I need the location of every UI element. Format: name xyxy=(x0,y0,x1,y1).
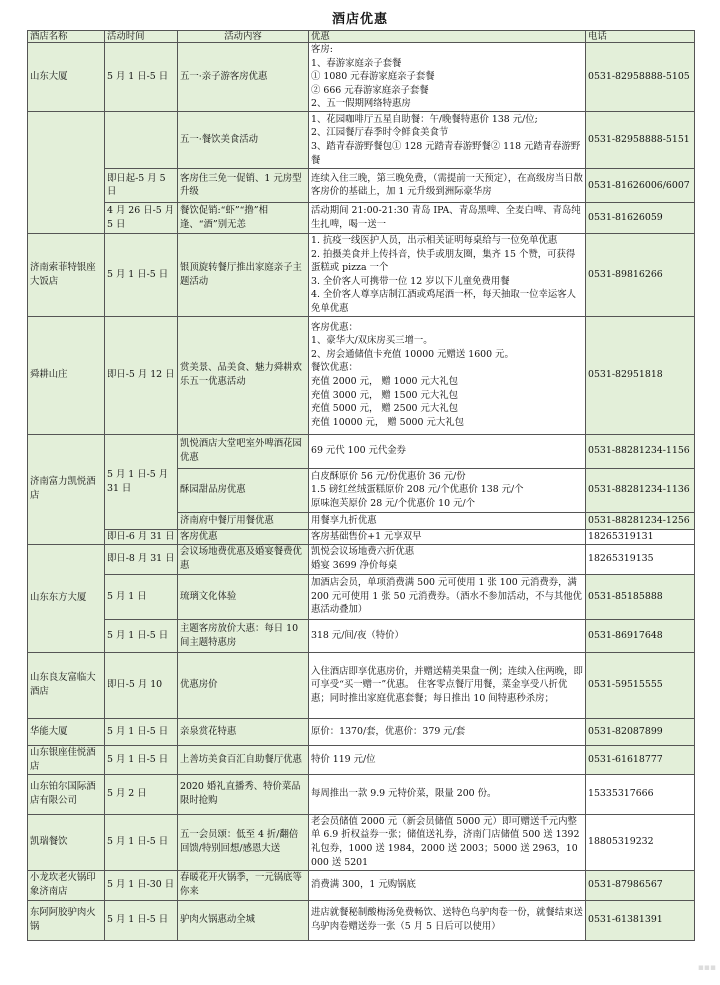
cell-activity-content: 优惠房价 xyxy=(178,652,309,718)
header-discount: 优惠 xyxy=(309,31,586,43)
cell-activity-time: 5 月 1 日-30 日 xyxy=(105,870,178,900)
cell-activity-content: 赏美景、品美食、魅力舜耕欢乐五一优惠活动 xyxy=(178,316,309,434)
cell-discount: 原价：1370/套，优惠价：379 元/套 xyxy=(309,718,586,745)
cell-discount: 特价 119 元/位 xyxy=(309,745,586,774)
cell-phone: 0531-87986567 xyxy=(586,870,695,900)
cell-phone: 18265319131 xyxy=(586,529,695,544)
header-phone: 电话 xyxy=(586,31,695,43)
table-row xyxy=(28,168,695,202)
cell-hotel-name: 凯瑞餐饮 xyxy=(28,814,105,870)
cell-phone: 0531-88281234-1156 xyxy=(586,434,695,468)
cell-discount: 318 元/间/夜（特价） xyxy=(309,619,586,652)
cell-activity-content: 银顶旋转餐厅推出家庭亲子主题活动 xyxy=(178,233,309,316)
cell-activity-time xyxy=(105,111,178,168)
cell-activity-content: 凯悦酒店大堂吧室外啤酒花园优惠 xyxy=(178,434,309,468)
cell-hotel-name: 山东良友富临大酒店 xyxy=(28,652,105,718)
header-hotel-name: 酒店名称 xyxy=(28,31,105,43)
header-activity-time: 活动时间 xyxy=(105,31,178,43)
cell-activity-content: 驴肉火锅惠动全城 xyxy=(178,900,309,940)
cell-activity-content: 五一·餐饮美食活动 xyxy=(178,111,309,168)
cell-phone: 0531-82087899 xyxy=(586,718,695,745)
table-row xyxy=(28,544,695,574)
cell-discount: 69 元代 100 元代金券 xyxy=(309,434,586,468)
table-row xyxy=(28,718,695,745)
cell-phone: 0531-61381391 xyxy=(586,900,695,940)
cell-activity-time: 即日-8 月 31 日 xyxy=(105,544,178,574)
cell-activity-time: 即日-5 月 12 日 xyxy=(105,316,178,434)
header-activity-content: 活动内容 xyxy=(178,31,309,43)
cell-hotel-name xyxy=(28,111,105,233)
cell-hotel-name: 小龙坎老火锅印象济南店 xyxy=(28,870,105,900)
cell-hotel-name: 山东银座佳悦酒店 xyxy=(28,745,105,774)
table-row xyxy=(28,434,695,468)
cell-activity-time: 5 月 1 日-5 日 xyxy=(105,745,178,774)
table-row xyxy=(28,43,695,112)
cell-phone: 0531-88281234-1256 xyxy=(586,512,695,529)
cell-discount: 客房: 1、春游家庭亲子套餐 ① 1080 元春游家庭亲子套餐 ② 666 元春游家庭亲子套餐 2、五一假期网络特惠房 xyxy=(309,43,586,112)
cell-activity-time: 即日起-5 月 5 日 xyxy=(105,168,178,202)
cell-phone: 0531-81626006/6007 xyxy=(586,168,695,202)
cell-hotel-name: 济南富力凯悦酒店 xyxy=(28,434,105,544)
cell-phone: 0531-81626059 xyxy=(586,202,695,233)
cell-discount: 凯悦会议场地费六折优惠 婚宴 3699 净价每桌 xyxy=(309,544,586,574)
cell-activity-content: 会议场地费优惠及婚宴餐费优惠 xyxy=(178,544,309,574)
cell-discount: 活动期间 21:00-21:30 青岛 IPA、青岛黑啤、全麦白啤、青岛纯生扎啤，喝一送一 xyxy=(309,202,586,233)
cell-activity-content: 主题客房放价大惠：每日 10 间主题特惠房 xyxy=(178,619,309,652)
cell-hotel-name: 舜耕山庄 xyxy=(28,316,105,434)
table-row xyxy=(28,574,695,619)
cell-activity-time: 5 月 1 日-5 日 xyxy=(105,718,178,745)
cell-discount: 消费满 300，1 元购锅底 xyxy=(309,870,586,900)
cell-discount: 入住酒店即享优惠房价，并赠送精美果盘一例；连续入住两晚，即可享受“买一赠一”优惠。 住客零点餐厅用餐，菜金享受八折优惠；同时推出家庭优惠套餐；每日推出 10 间特惠秒杀房； xyxy=(309,652,586,718)
cell-discount: 每周推出一款 9.9 元特价菜，限量 200 份。 xyxy=(309,774,586,814)
table-row xyxy=(28,774,695,814)
cell-phone: 0531-89816266 xyxy=(586,233,695,316)
cell-hotel-name: 济南索菲特银座大饭店 xyxy=(28,233,105,316)
cell-activity-time: 5 月 1 日 xyxy=(105,574,178,619)
cell-activity-time: 5 月 1 日-5 日 xyxy=(105,233,178,316)
cell-phone: 0531-85185888 xyxy=(586,574,695,619)
cell-hotel-name: 山东大厦 xyxy=(28,43,105,112)
table-row xyxy=(28,900,695,940)
cell-phone: 0531-61618777 xyxy=(586,745,695,774)
cell-activity-content: 上善坊美食百汇自助餐厅优惠 xyxy=(178,745,309,774)
cell-activity-time: 5 月 1 日-5 日 xyxy=(105,900,178,940)
cell-phone: 0531-82951818 xyxy=(586,316,695,434)
cell-activity-content: 五一·亲子游客房优惠 xyxy=(178,43,309,112)
cell-activity-content: 酥园甜品房优惠 xyxy=(178,468,309,512)
cell-discount: 客房优惠： 1、豪华大/双床房买三增一。 2、房会通储值卡充值 10000 元赠送 1600 元。 餐饮优惠： 充值 2000 元， 赠 1000 元大礼包 充值 3000 元， 赠 1500 元大礼包 充值 5000 元， 赠 2500 元大礼包 充值 10000 元， 赠 5000 元大礼包 xyxy=(309,316,586,434)
hotel-offers-table xyxy=(27,30,695,941)
cell-activity-content: 春暖花开火锅季，一元锅底等你来 xyxy=(178,870,309,900)
cell-discount: 老会员储值 2000 元（新会员储值 5000 元）即可赠送千元内整单 6.9 折权益券一张；储值送礼券，济南门店储值 500 送 1392 礼包券，1000 送 1984，2000 送 2003；5000 送 2963，10000 送 5201 xyxy=(309,814,586,870)
cell-discount: 1. 抗疫一线医护人员，出示相关证明每桌给与一位免单优惠 2. 拍摄美食并上传抖音，快手或朋友圈，集齐 15 个赞，可获得蛋糕或 pizza 一个 3. 全价客人可携带一位 12 岁以下儿童免费用餐 4. 全价客人尊享店制江酒或鸡尾酒一杯，每天抽取一位幸运客人免单优惠 xyxy=(309,233,586,316)
cell-activity-time: 5 月 2 日 xyxy=(105,774,178,814)
cell-activity-time: 4 月 26 日-5 月 5 日 xyxy=(105,202,178,233)
table-row xyxy=(28,814,695,870)
cell-hotel-name: 山东铂尔国际酒店有限公司 xyxy=(28,774,105,814)
table-row xyxy=(28,202,695,233)
table-row xyxy=(28,619,695,652)
cell-discount: 白皮酥原价 56 元/份优惠价 36 元/份 1.5 磅红丝绒蛋糕原价 208 元/个优惠价 138 元/个 原味泡芙原价 28 元/个优惠价 10 元/个 xyxy=(309,468,586,512)
table-row xyxy=(28,745,695,774)
cell-activity-time: 即日-5 月 10 xyxy=(105,652,178,718)
cell-activity-content: 亲泉赏花特惠 xyxy=(178,718,309,745)
watermark: ▪▪▪ xyxy=(697,963,716,973)
cell-activity-time: 5 月 1 日-5 日 xyxy=(105,814,178,870)
table-body xyxy=(28,31,695,941)
cell-hotel-name: 华能大厦 xyxy=(28,718,105,745)
cell-activity-content: 2020 婚礼直播秀、特价菜品限时抢购 xyxy=(178,774,309,814)
cell-activity-content: 五一会员颂：低至 4 折/翻倍回馈/特别回想/感恩大送 xyxy=(178,814,309,870)
table-row xyxy=(28,233,695,316)
table-header-row xyxy=(28,31,695,43)
cell-phone: 0531-82958888-5105 xyxy=(586,43,695,112)
cell-activity-time: 5 月 1 日-5 月 31 日 xyxy=(105,434,178,529)
cell-phone: 18265319135 xyxy=(586,544,695,574)
table-row xyxy=(28,111,695,168)
cell-phone: 0531-82958888-5151 xyxy=(586,111,695,168)
cell-activity-time: 5 月 1 日-5 日 xyxy=(105,43,178,112)
cell-hotel-name: 东阿阿胶驴肉火锅 xyxy=(28,900,105,940)
cell-activity-content: 客房优惠 xyxy=(178,529,309,544)
cell-hotel-name: 山东东方大厦 xyxy=(28,544,105,652)
cell-phone: 15335317666 xyxy=(586,774,695,814)
cell-activity-content: 济南府中餐厅用餐优惠 xyxy=(178,512,309,529)
cell-discount: 加酒店会员，单项消费满 500 元可使用 1 张 100 元消费券，满 200 元可使用 1 张 50 元消费券。（酒水不参加活动，不与其他优惠活动叠加） xyxy=(309,574,586,619)
table-row xyxy=(28,529,695,544)
cell-discount: 1、花园咖啡厅五星自助餐：午/晚餐特惠价 138 元/位; 2、江园餐厅春季时令鲜食美食节 3、踏青春游野餐包① 128 元踏青春游野餐② 118 元踏青春游野餐 xyxy=(309,111,586,168)
table-row xyxy=(28,870,695,900)
cell-activity-content: 客房住三免一促销、1 元房型升级 xyxy=(178,168,309,202)
table-row xyxy=(28,652,695,718)
cell-phone: 0531-86917648 xyxy=(586,619,695,652)
cell-phone: 18805319232 xyxy=(586,814,695,870)
cell-activity-time: 5 月 1 日-5 日 xyxy=(105,619,178,652)
cell-discount: 用餐享九折优惠 xyxy=(309,512,586,529)
page-title: 酒店优惠 xyxy=(331,12,388,27)
cell-activity-content: 琉璃文化体验 xyxy=(178,574,309,619)
table-row xyxy=(28,316,695,434)
cell-discount: 连续入住三晚，第三晚免费，（需提前一天预定），在高级房当日散客房价的基础上，加 1 元升级到洲际豪华房 xyxy=(309,168,586,202)
cell-activity-time: 即日-6 月 31 日 xyxy=(105,529,178,544)
cell-phone: 0531-59515555 xyxy=(586,652,695,718)
cell-activity-content: 餐饮促销:“虾”“撸”相逢、“酒”别无恙 xyxy=(178,202,309,233)
cell-discount: 客房基础售价+1 元享双早 xyxy=(309,529,586,544)
cell-phone: 0531-88281234-1136 xyxy=(586,468,695,512)
cell-discount: 进店就餐秘制酸梅汤免费畅饮、送特色乌驴肉卷一份，就餐结束送乌驴肉卷赠送券一张（5 月 5 日后可以使用） xyxy=(309,900,586,940)
